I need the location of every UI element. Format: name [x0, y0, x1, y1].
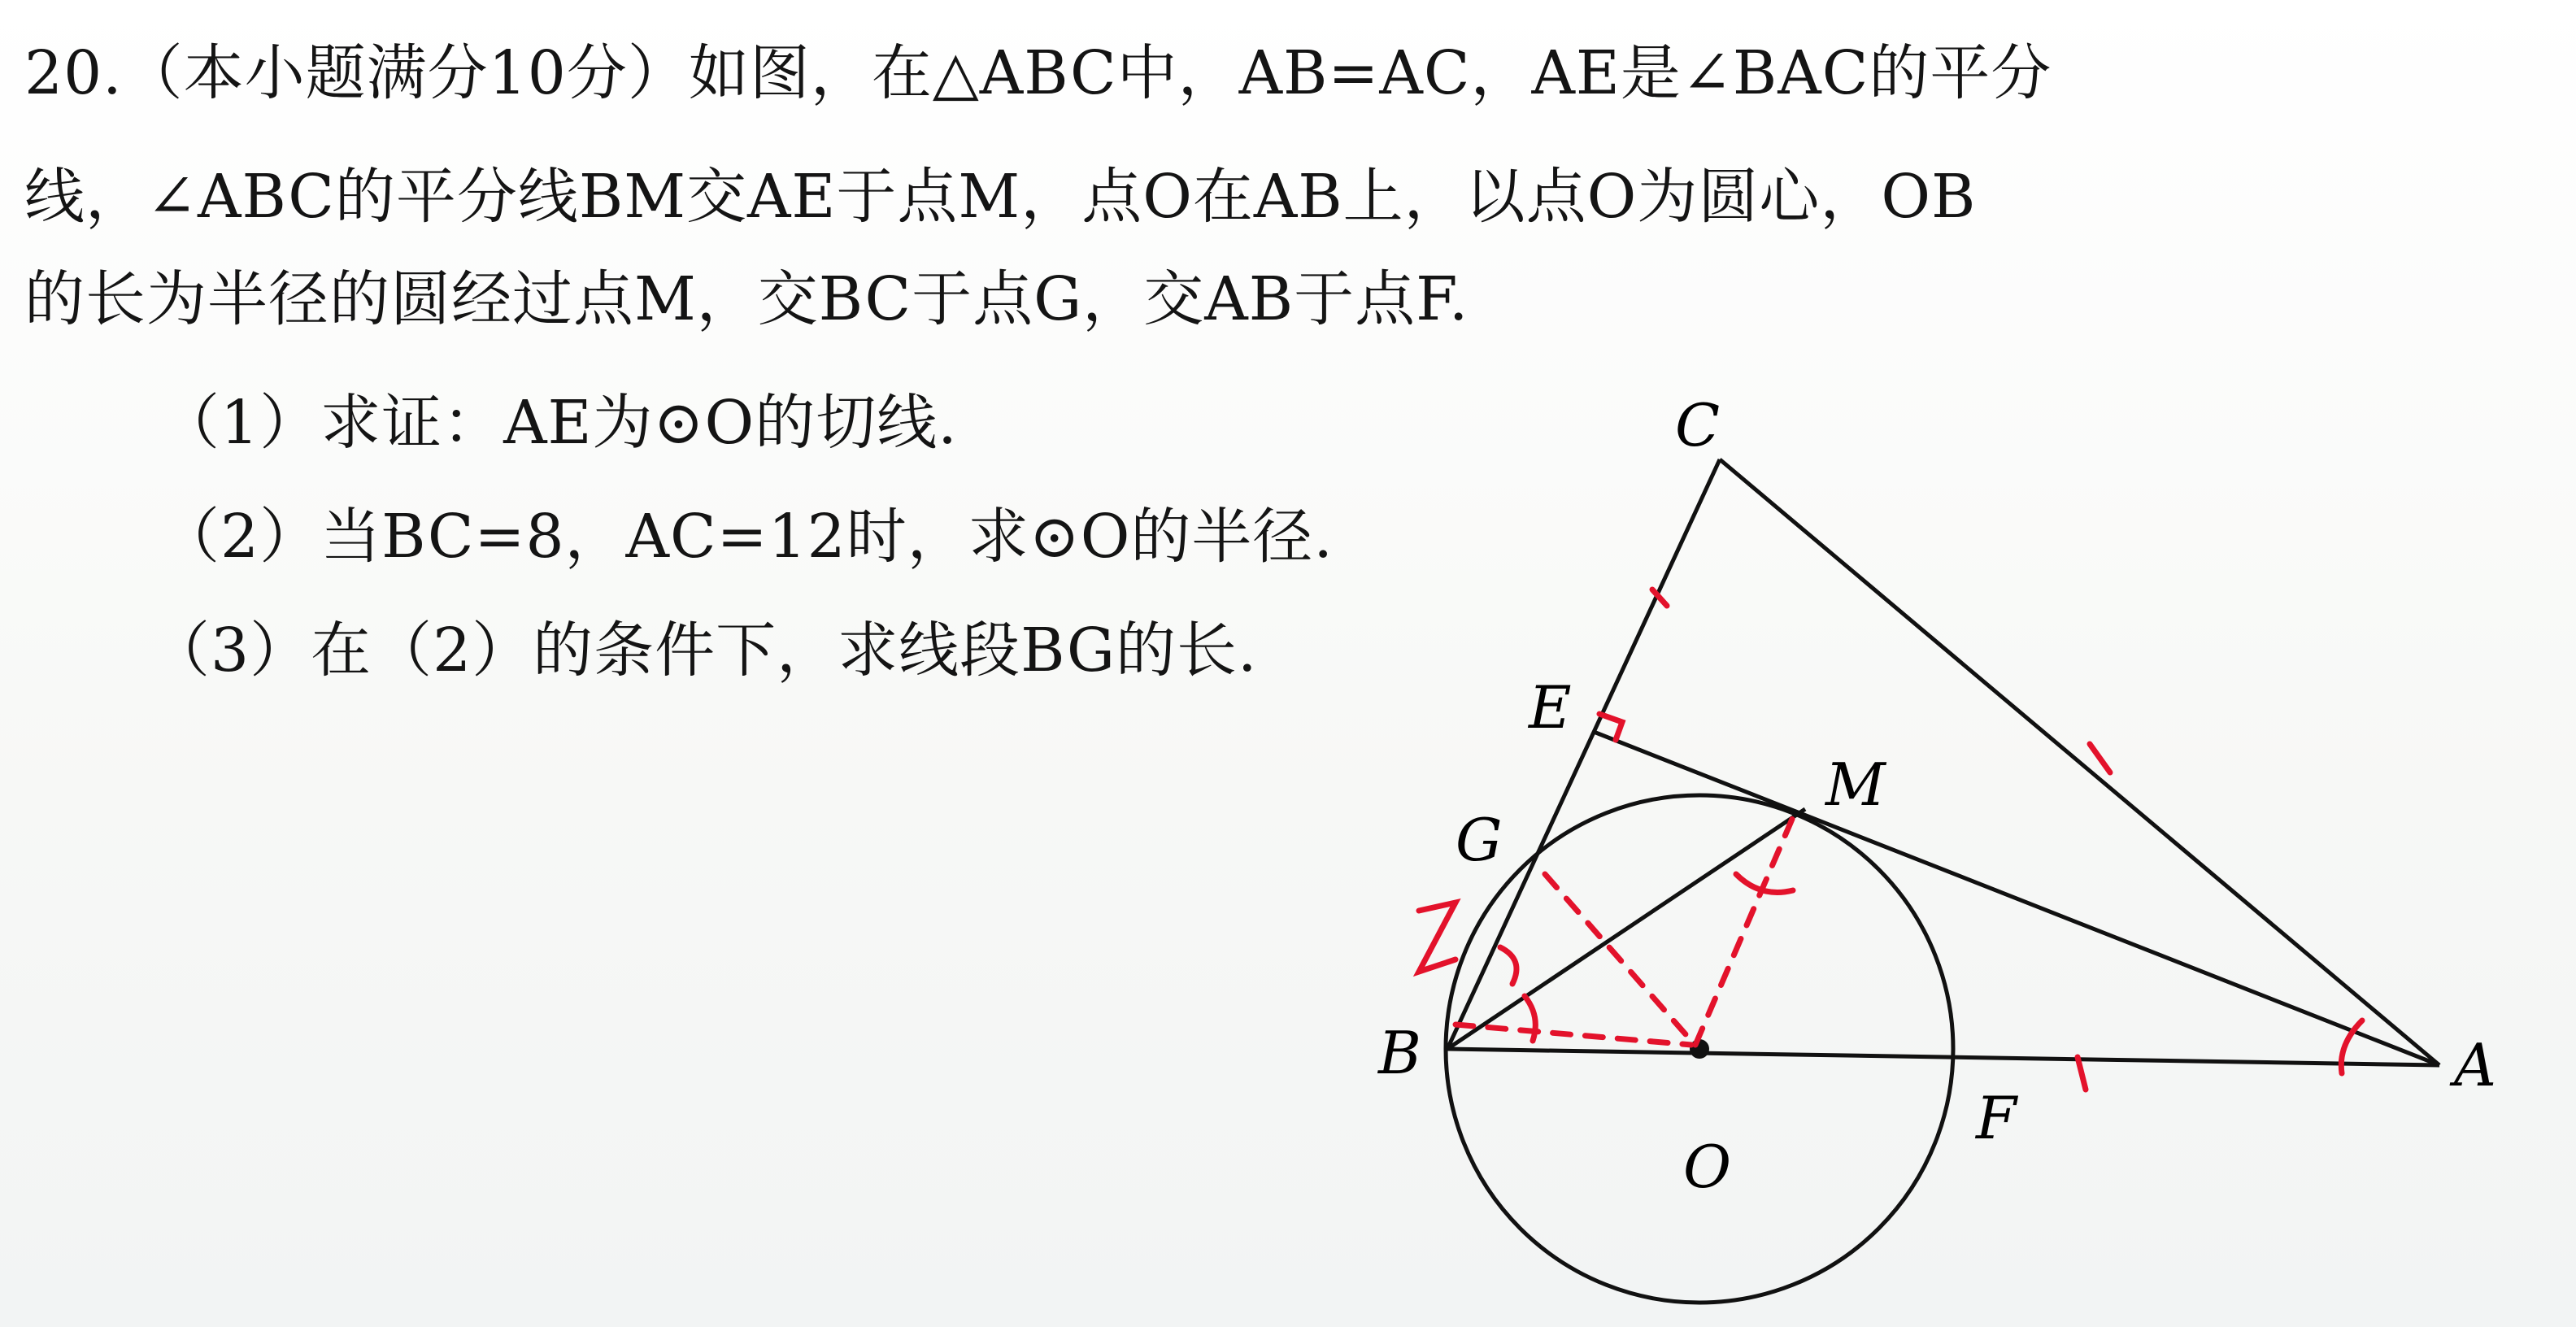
segment-ba [1447, 1049, 2439, 1065]
segment-bc [1447, 459, 1720, 1049]
label-a: A [2454, 1031, 2496, 1099]
problem-statement-line-2: 线，∠ABC的平分线BM交AE于点M，点O在AB上，以点O为圆心，OB [24, 162, 1977, 232]
problem-statement-line-1: 20.（本小题满分10分）如图，在△ABC中，AB=AC，AE是∠BAC的平分 [24, 38, 2052, 108]
problem-statement-line-3: 的长为半径的圆经过点M，交BC于点G，交AB于点F. [24, 264, 1469, 334]
label-g: G [1456, 806, 1503, 874]
question-2: （2）当BC=8，AC=12时，求⊙O的半径. [159, 502, 1334, 572]
question-1: （1）求证：AE为⊙O的切线. [159, 388, 958, 458]
label-m: M [1825, 751, 1886, 819]
question-3: （3）在（2）的条件下，求线段BG的长. [150, 616, 1258, 685]
red-annotations [1419, 590, 2362, 1090]
label-o: O [1683, 1133, 1732, 1201]
label-b: B [1378, 1019, 1421, 1087]
label-e: E [1529, 673, 1572, 742]
label-c: C [1675, 391, 1721, 459]
label-f: F [1976, 1084, 2017, 1152]
segment-ae [1594, 732, 2439, 1065]
